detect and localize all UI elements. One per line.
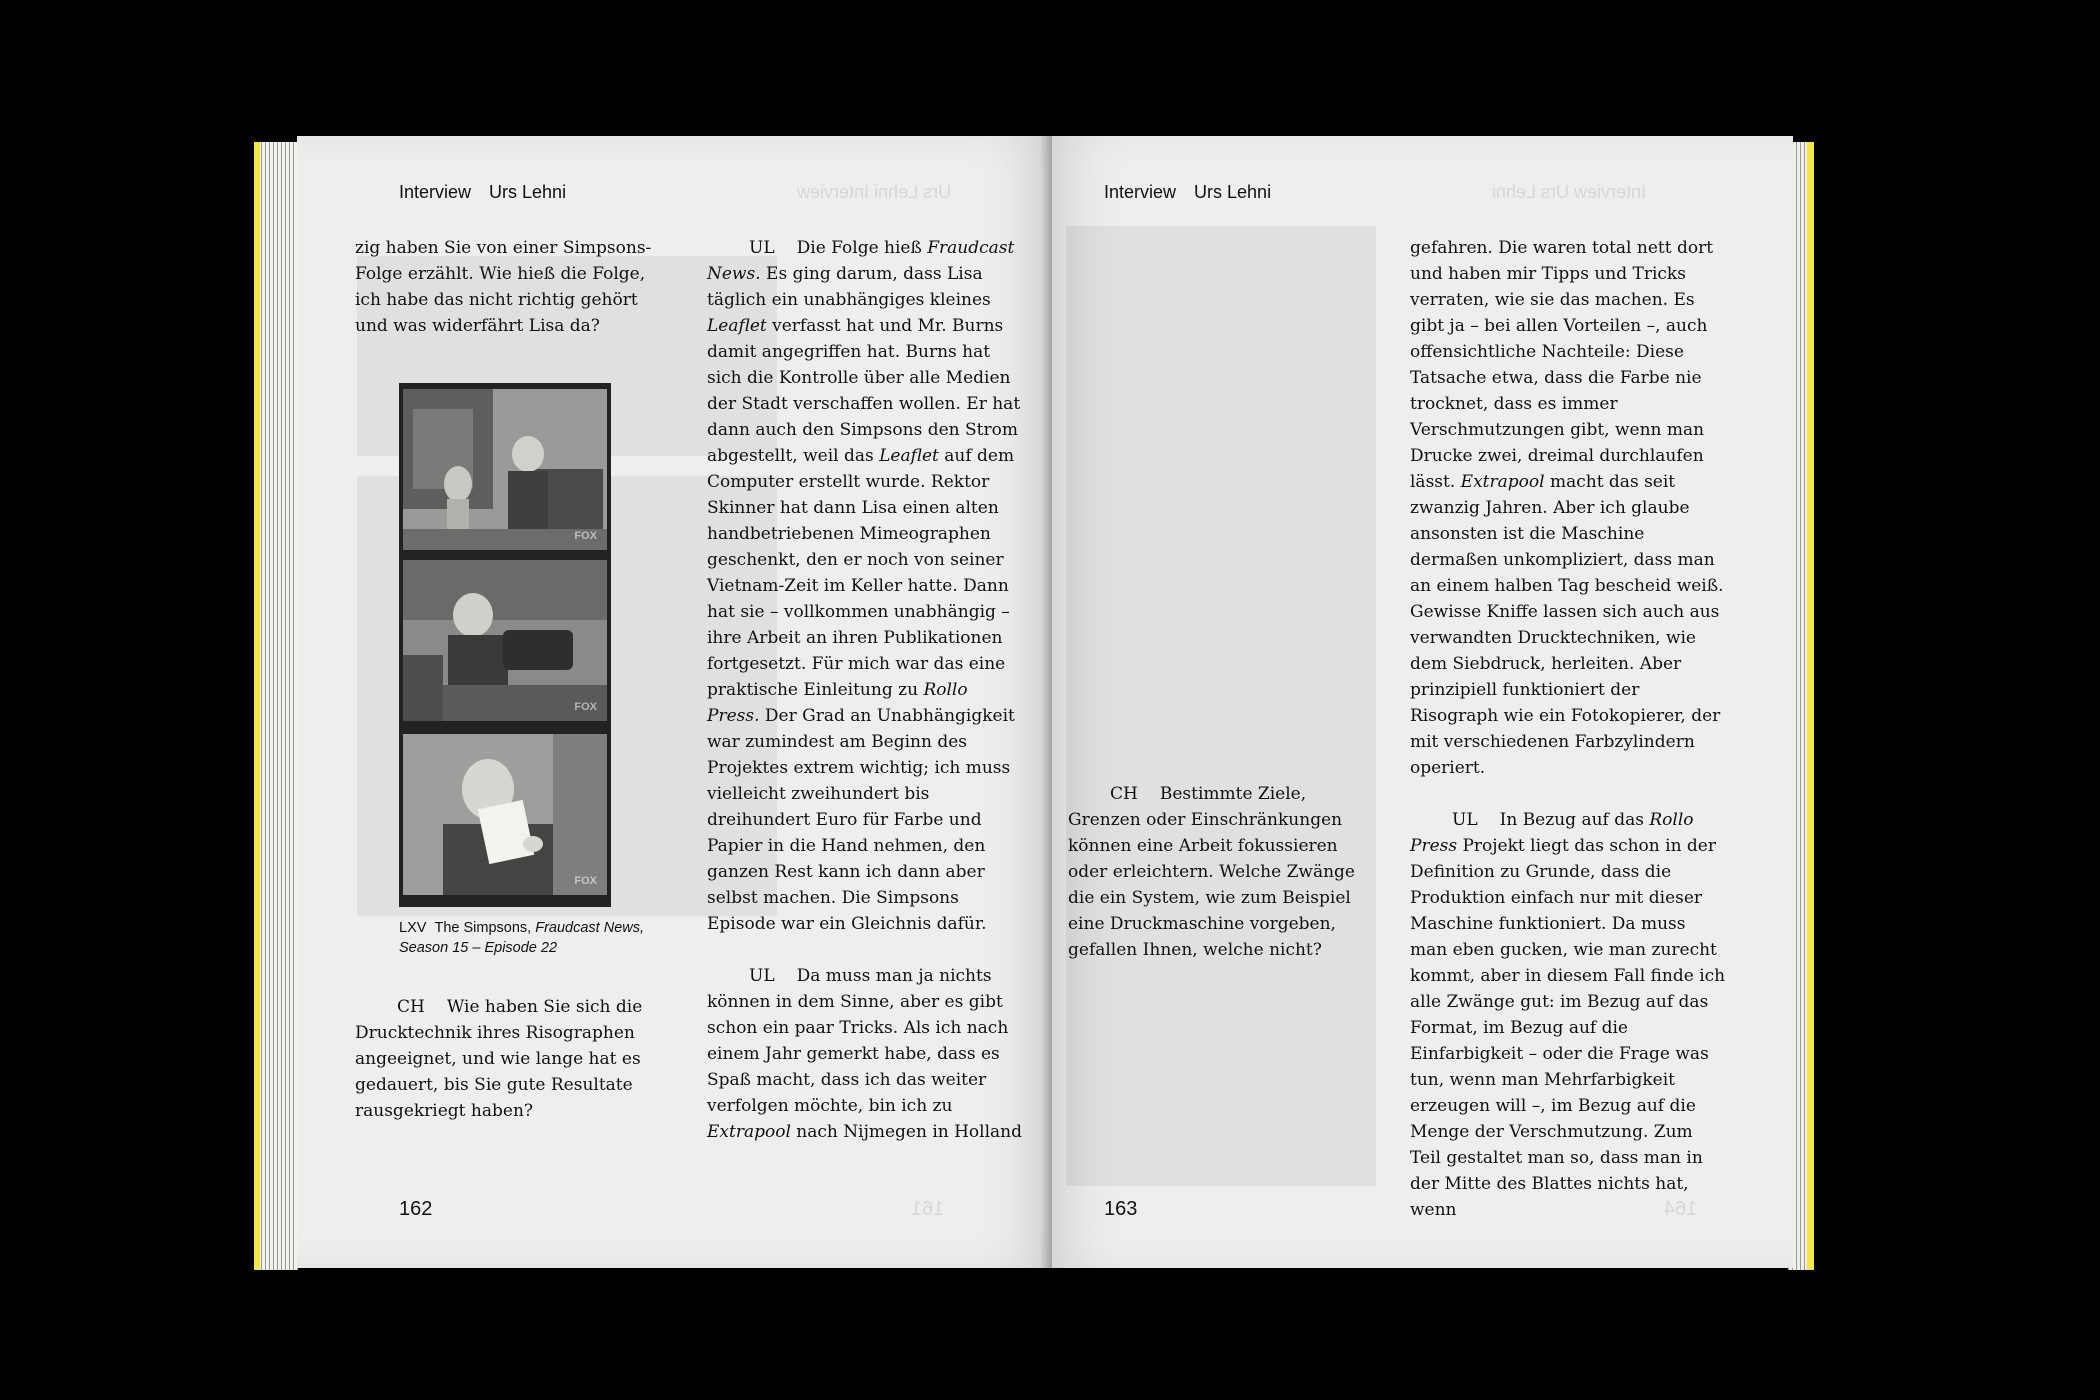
film-frame-3: [403, 734, 607, 895]
running-head-name: Urs Lehni: [1194, 182, 1272, 202]
ghost-page-number: 161: [911, 1198, 945, 1220]
answer-emphasis: Extrapool: [707, 1122, 791, 1142]
paragraph-continuation: [1410, 235, 1728, 781]
running-head-section: Interview: [399, 182, 472, 202]
question-text: Wie haben Sie sich die Drucktechnik ihres Risographen angeeignet, und wie lange hat es gedauert, bis Sie gute Resultate rausgekriegt haben?: [355, 997, 643, 1121]
answer-text: gefahren. Die waren total nett dort und haben mir Tipps und Tricks verraten, wie sie das machen. Es gibt ja – bei allen Vorteilen –, auch offensichtliche Nachteile: Diese Tatsache etwa, dass die Farbe nie trocknet, dass es immer Verschmutzungen gibt, wenn man Drucke zwei, dreimal durchlaufen lässt.: [1410, 238, 1714, 492]
answer-text: nach Nijmegen in Holland: [796, 1122, 1023, 1142]
answer-text: Da muss man ja nichts können in dem Sinne, aber es gibt schon ein paar Tricks. Als ich nach einem Jahr gemerkt habe, dass es Spaß macht, dass ich das weiter verfolgen möchte, bin ich zu: [707, 966, 1009, 1116]
speaker-ch: CH: [397, 997, 425, 1017]
show-through-block: [1066, 226, 1376, 1186]
running-head-section: Interview: [1104, 182, 1177, 202]
ghost-running-head: Interview Urs Lehni: [1492, 182, 1647, 202]
left-column-1-question: [355, 994, 655, 1124]
answer-text: Projekt liegt das schon in der Definition zu Grunde, dass die Produktion einfach nur mit dieser Maschine funktioniert. Da muss man eben gucken, wie man zurecht kommt, aber in diesem Fall finde ich alle Zwänge gut: im Bezug auf das Format, im Bezug auf die Einfarbigkeit – oder die Frage was tun, wenn man Mehrfarbigkeit erzeugen will –, im Bezug auf die Menge der Verschmutzung. Zum Teil gestaltet man so, dass man in der Mitte des Blattes nichts hat, wenn: [1410, 836, 1726, 1220]
answer-paragraph-2: [707, 963, 1025, 1145]
answer-emphasis: Leaflet: [707, 316, 767, 336]
running-head-name: Urs Lehni: [489, 182, 567, 202]
ghost-page-number: 164: [1664, 1198, 1698, 1220]
right-column-1: [1068, 781, 1368, 963]
answer-text: Es ging darum, dass Lisa täglich ein unabhängiges kleines: [707, 264, 991, 310]
fox-watermark: FOX: [574, 701, 597, 713]
speaker-ul: UL: [749, 966, 775, 986]
answer-text: In Bezug auf das: [1499, 810, 1644, 830]
answer-text: macht das seit zwanzig Jahren. Aber ich glaube ansonsten ist die Maschine dermaßen unkompliziert, dass man an einem halben Tag bescheid weiß. Gewisse Kniffe lassen sich auch aus verwandten Drucktechniken, wie dem Siebdruck, herleiten. Aber prinzipiell funktioniert der Risograph wie ein Fotokopierer, der mit verschiedenen Farbzylindern operiert.: [1410, 472, 1724, 778]
speaker-ch: CH: [1110, 784, 1138, 804]
answer-emphasis: Rollo Press: [1410, 810, 1694, 856]
left-column-1: [355, 235, 655, 339]
answer-emphasis: Extrapool: [1460, 472, 1545, 492]
simpsons-film-strip: [399, 383, 611, 907]
question-paragraph: [355, 994, 655, 1124]
figure-caption: [399, 918, 659, 958]
answer-text: auf dem Computer erstellt wurde. Rektor Skinner hat dann Lisa einen alten handbetriebenen Mimeographen geschenkt, den er noch von seiner Vietnam-Zeit im Keller hatte. Dann hat sie – vollkommen unabhängig – ihre Arbeit an ihren Publikationen fortgesetzt. Für mich war das eine praktische Einleitung zu: [707, 446, 1015, 700]
figure-episode-title: Fraudcast News,: [535, 920, 645, 936]
speaker-ul: UL: [749, 238, 775, 258]
right-column-2: [1410, 235, 1728, 1223]
paragraph-continuation: zig haben Sie von einer Simpsons-Folge erzählt. Wie hieß die Folge, ich habe das nicht richtig gehört und was widerfährt Lisa da?: [355, 238, 652, 336]
running-head: [399, 182, 584, 203]
question-paragraph: [1068, 781, 1368, 963]
answer-text: Die Folge hieß: [796, 238, 922, 258]
page-number: 163: [1104, 1198, 1138, 1220]
left-page: [297, 136, 1052, 1268]
figure-title: The Simpsons,: [434, 920, 532, 936]
page-number: 162: [399, 1198, 433, 1220]
figure-label: LXV: [399, 920, 427, 936]
answer-text: Der Grad an Unabhängigkeit war zumindest am Beginn des Projektes extrem wichtig; ich muss vielleicht zweihundert bis dreihundert Euro für Farbe und Papier in die Hand nehmen, den ganzen Rest kann ich dann aber selbst machen. Die Simpsons Episode war ein Gleichnis dafür.: [707, 706, 1015, 934]
right-page: [1052, 136, 1793, 1268]
running-head: [1104, 182, 1289, 203]
answer-emphasis: Leaflet: [879, 446, 939, 466]
answer-emphasis: Fraudcast News.: [707, 238, 1015, 284]
question-text: Bestimmte Ziele, Grenzen oder Einschränkungen können eine Arbeit fokussieren oder erleichtern. Welche Zwänge die ein System, wie zum Beispiel eine Druckmaschine vorgeben, gefallen Ihnen, welche nicht?: [1068, 784, 1355, 960]
answer-emphasis: Rollo Press.: [707, 680, 968, 726]
left-page-edges: [254, 142, 298, 1270]
fox-watermark: FOX: [574, 875, 597, 887]
answer-text: verfasst hat und Mr. Burns damit angegriffen hat. Burns hat sich die Kontrolle über alle Medien der Stadt verschaffen wollen. Er hat dann auch den Simpsons den Strom abgestellt, weil das: [707, 316, 1021, 466]
ghost-running-head: Urs Lehni Interview: [797, 182, 952, 202]
answer-paragraph-1: [707, 235, 1025, 937]
film-frame-2: [403, 560, 607, 721]
answer-paragraph: [1410, 807, 1728, 1223]
figure-season: Season 15 – Episode 22: [399, 940, 558, 956]
fox-watermark: FOX: [574, 530, 597, 542]
speaker-ul: UL: [1452, 810, 1478, 830]
left-column-2: [707, 235, 1025, 1145]
film-frame-1: [403, 389, 607, 550]
